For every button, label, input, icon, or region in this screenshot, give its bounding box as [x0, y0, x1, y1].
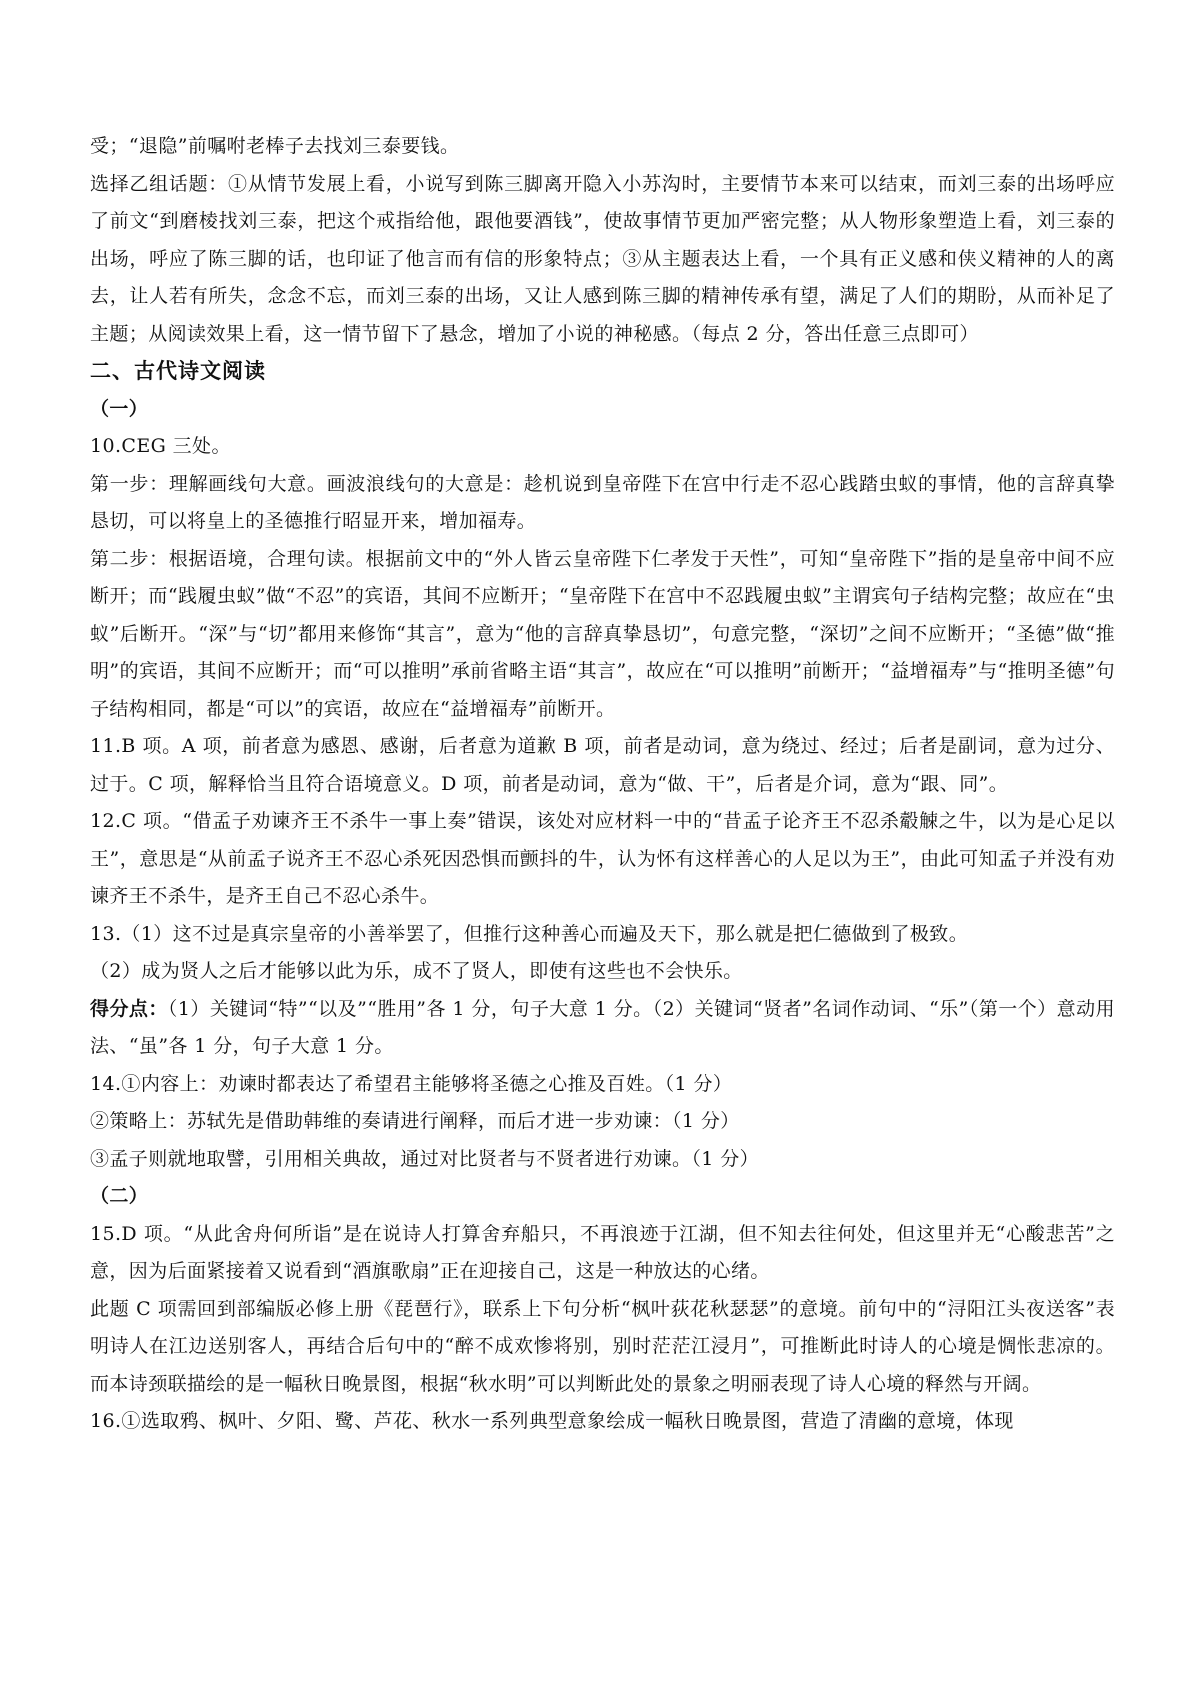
- answer-q13-scoring: [90, 991, 1115, 1066]
- answer-q15-option-c: 此题 C 项需回到部编版必修上册《琵琶行》，联系上下句分析“枫叶荻花秋瑟瑟”的意境。前句中的“浔阳江头夜送客”表明诗人在江边送别客人，再结合后句中的“醉不成欢惨将别，别时茫茫江浸月”，可推断此时诗人的心境是惆怅悲凉的。而本诗颈联描绘的是一幅秋日晚景图，根据“秋水明”可以判断此处的景象之明丽表现了诗人心境的释然与开阔。: [90, 1297, 1115, 1395]
- answer-q10: 10.CEG 三处。: [90, 435, 231, 457]
- answer-q13-part1: 13.（1）这不过是真宗皇帝的小善举罢了，但推行这种善心而遍及天下，那么就是把仁德做到了极致。: [90, 922, 969, 945]
- document-page: [90, 128, 1115, 1441]
- subsection-heading-1: （一）: [90, 397, 149, 420]
- subsection-heading-2: （二）: [90, 1185, 149, 1207]
- answer-q16: 16.①选取鸦、枫叶、夕阳、鹭、芦花、秋水一系列典型意象绘成一幅秋日晚景图，营造了清幽的意境，体现: [90, 1410, 1014, 1432]
- section-heading-ancient-poetry: 二、古代诗文阅读: [90, 359, 266, 383]
- paragraph-group-b-answer: 选择乙组话题：①从情节发展上看，小说写到陈三脚离开隐入小苏沟时，主要情节本来可以结束，而刘三泰的出场呼应了前文“到磨棱找刘三泰，把这个戒指给他，跟他要酒钱”，使故事情节更加严密完整；从人物形象塑造上看，刘三泰的出场，呼应了陈三脚的话，也印证了他言而有信的形象特点；③从主题表达上看，一个具有正义感和侠义精神的人的离去，让人若有所失，念念不忘，而刘三泰的出场，又让人感到陈三脚的精神传承有望，满足了人们的期盼，从而补足了主题；从阅读效果上看，这一情节留下了悬念，增加了小说的神秘感。（每点 2 分，答出任意三点即可）: [90, 172, 1115, 345]
- paragraph-continuation: 受；“退隐”前嘱咐老棒子去找刘三泰要钱。: [90, 135, 460, 157]
- answer-q10-step2: 第二步：根据语境，合理句读。根据前文中的“外人皆云皇帝陛下仁孝发于天性”，可知“皇帝陛下”指的是皇帝中间不应断开；而“践履虫蚁”做“不忍”的宾语，其间不应断开；“皇帝陛下在宫中不忍践履虫蚁”主谓宾句子结构完整；故应在“虫蚁”后断开。“深”与“切”都用来修饰“其言”，意为“他的言辞真挚恳切”，句意完整，“深切”之间不应断开；“圣德”做“推明”的宾语，其间不应断开；而“可以推明”承前省略主语“其言”，故应在“可以推明”前断开；“益增福寿”与“推明圣德”句子结构相同，都是“可以”的宾语，故应在“益增福寿”前断开。: [90, 547, 1115, 720]
- answer-q12: 12.C 项。“借孟子劝谏齐王不杀牛一事上奏”错误，该处对应材料一中的“昔孟子论齐王不忍杀觳觫之牛，以为是心足以王”，意思是“从前孟子说齐王不忍心杀死因恐惧而颤抖的牛，认为怀有这样善心的人足以为王”，由此可知孟子并没有劝谏齐王不杀牛，是齐王自己不忍心杀牛。: [90, 810, 1115, 907]
- answer-q14-point2: ②策略上：苏轼先是借助韩维的奏请进行阐释，而后才进一步劝谏：（1 分）: [90, 1110, 740, 1132]
- scoring-label: 得分点：: [90, 997, 168, 1020]
- answer-q11: 11.B 项。A 项，前者意为感恩、感谢，后者意为道歉 B 项，前者是动词，意为绕过、经过；后者是副词，意为过分、过于。C 项，解释恰当且符合语境意义。D 项，前者是动词，意为“做、干”，后者是介词，意为“跟、同”。: [90, 735, 1115, 795]
- answer-q10-step1: 第一步：理解画线句大意。画波浪线句的大意是：趁机说到皇帝陛下在宫中行走不忍心践踏虫蚁的事情，他的言辞真挚恳切，可以将皇上的圣德推行昭显开来，增加福寿。: [90, 472, 1115, 532]
- scoring-text: （1）关键词“特”“以及”“胜用”各 1 分，句子大意 1 分。（2）关键词“贤者”名词作动词、“乐”（第一个）意动用法、“虽”各 1 分，句子大意 1 分。: [90, 997, 1115, 1057]
- answer-q15: 15.D 项。“从此舍舟何所诣”是在说诗人打算舍弃船只，不再浪迹于江湖，但不知去往何处，但这里并无“心酸悲苦”之意，因为后面紧接着又说看到“酒旗歌扇”正在迎接自己，这是一种放达的心绪。: [90, 1222, 1115, 1282]
- answer-q14-point3: ③孟子则就地取譬，引用相关典故，通过对比贤者与不贤者进行劝谏。（1 分）: [90, 1147, 760, 1170]
- answer-q14-point1: 14.①内容上：劝谏时都表达了希望君主能够将圣德之心推及百姓。（1 分）: [90, 1072, 733, 1095]
- answer-q13-part2: （2）成为贤人之后才能够以此为乐，成不了贤人，即使有这些也不会快乐。: [90, 960, 743, 982]
